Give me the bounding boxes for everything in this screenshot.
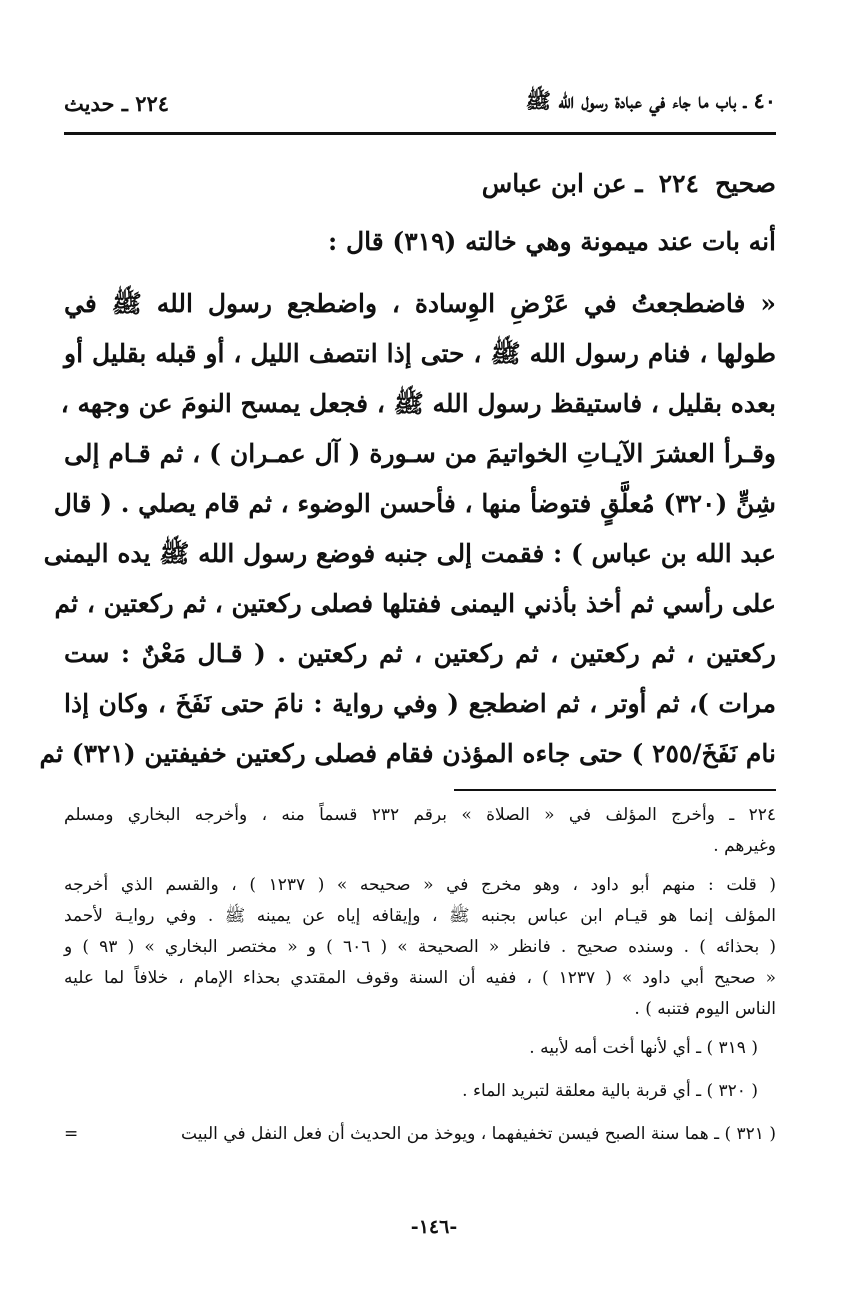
- hadith-number: ٢٢٤: [658, 169, 699, 198]
- running-header: [64, 86, 776, 120]
- comment-line: الناس اليوم فتنبه ) .: [634, 999, 776, 1019]
- hadith-line: بعده بقليل ، فاستيقظ رسول الله ﷺ ، فجعل يمسح النومَ عن وجهه ،: [60, 389, 776, 418]
- hadith-heading: [64, 164, 776, 204]
- footnote-321: [64, 1119, 776, 1150]
- hadith-grade: صحيح: [714, 169, 776, 198]
- takhrij-line: وغيرهم .: [713, 836, 776, 856]
- hadith-line: شِنٍّ (٣٢٠) مُعلَّقٍ فتوضأ منها ، فأحسن الوضوء ، ثم قام يصلي . ( قال: [53, 489, 776, 518]
- continuation-mark: =: [64, 1124, 79, 1144]
- hadith-intro: أنه بات عند ميمونة وهي خالته (٣١٩) قال :: [328, 227, 776, 256]
- footnote-321-text: ( ٣٢١ ) ـ هما سنة الصبح فيسن تخفيفهما ، ويوخذ من الحديث أن فعل النفل في البيت: [181, 1124, 776, 1144]
- hadith-text: [39, 279, 776, 779]
- hadith-line: على رأسي ثم أخذ بأذني اليمنى ففتلها فصلى ركعتين ، ثم ركعتين ، ثم: [54, 589, 776, 618]
- footnote-320: ( ٣٢٠ ) ـ أي قربة بالية معلقة لتبريد الماء .: [462, 1081, 758, 1101]
- chapter-title: ٤٠ ـ باب ما جاء في عبادة رسول الله ﷺ: [525, 87, 776, 113]
- footnote-319: ( ٣١٩ ) ـ أي لأنها أخت أمه لأبيه .: [529, 1038, 758, 1058]
- hadith-line: نام نَفَخَ/٢٥٥ ) حتى جاءه المؤذن فقام فصلى ركعتين خفيفتين (٣٢١) ثم: [39, 739, 776, 768]
- comment-line: ( بحذائه ) . وسنده صحيح . فانظر « الصحيحة » ( ٦٠٦ ) و « مختصر البخاري » ( ٩٣ ) و: [64, 937, 776, 957]
- comment-line: ( قلت : منهم أبو داود ، وهو مخرج في « صحيحه » ( ١٢٣٧ ) ، والقسم الذي أخرجه: [64, 875, 777, 895]
- hadith-line: وقـرأ العشرَ الآيـاتِ الخواتيمَ من سـورة ( آل عمـران ) ، ثم قـام إلى: [64, 439, 776, 468]
- takhrij-line: ٢٢٤ ـ وأخرج المؤلف في « الصلاة » برقم ٢٣٢ قسماً منه ، وأخرجه البخاري ومسلم: [64, 805, 776, 825]
- header-divider: [64, 132, 776, 135]
- hadith-line: عبد الله بن عباس ) : فقمت إلى جنبه فوضع رسول الله ﷺ يده اليمنى: [43, 539, 776, 568]
- hadith-narrator: ـ عن ابن عباس: [481, 169, 643, 198]
- hadith-line: « فاضطجعتُ في عَرْضِ الوِسادة ، واضطجع رسول الله ﷺ في: [64, 289, 776, 318]
- hadith-line: طولها ، فنام رسول الله ﷺ ، حتى إذا انتصف الليل ، أو قبله بقليل أو: [64, 339, 776, 368]
- page-number: -١٤٦-: [410, 1216, 458, 1238]
- hadith-line: مرات )، ثم أوتر ، ثم اضطجع ( وفي رواية : نامَ حتى نَفَخَ ، وكان إذا: [64, 689, 776, 718]
- hadith-reference: ٢٢٤ ـ حديث: [64, 90, 170, 116]
- hadith-line: ركعتين ، ثم ركعتين ، ثم ركعتين ، ثم ركعتين . ( قـال مَعْنٌ : ست: [64, 639, 776, 668]
- footnotes: [64, 800, 776, 1162]
- comment-line: المؤلف إنما هو قيـام ابن عباس بجنبه ﷺ ، وإيقافه إياه عن يمينه ﷺ . وفي روايـة لأحمد: [64, 906, 776, 926]
- comment-line: « صحيح أبي داود » ( ١٢٣٧ ) ، ففيه أن السنة وقوف المقتدي بحذاء الإمام ، خلافاً لما عليه: [64, 968, 776, 988]
- footnote-divider: [454, 789, 776, 791]
